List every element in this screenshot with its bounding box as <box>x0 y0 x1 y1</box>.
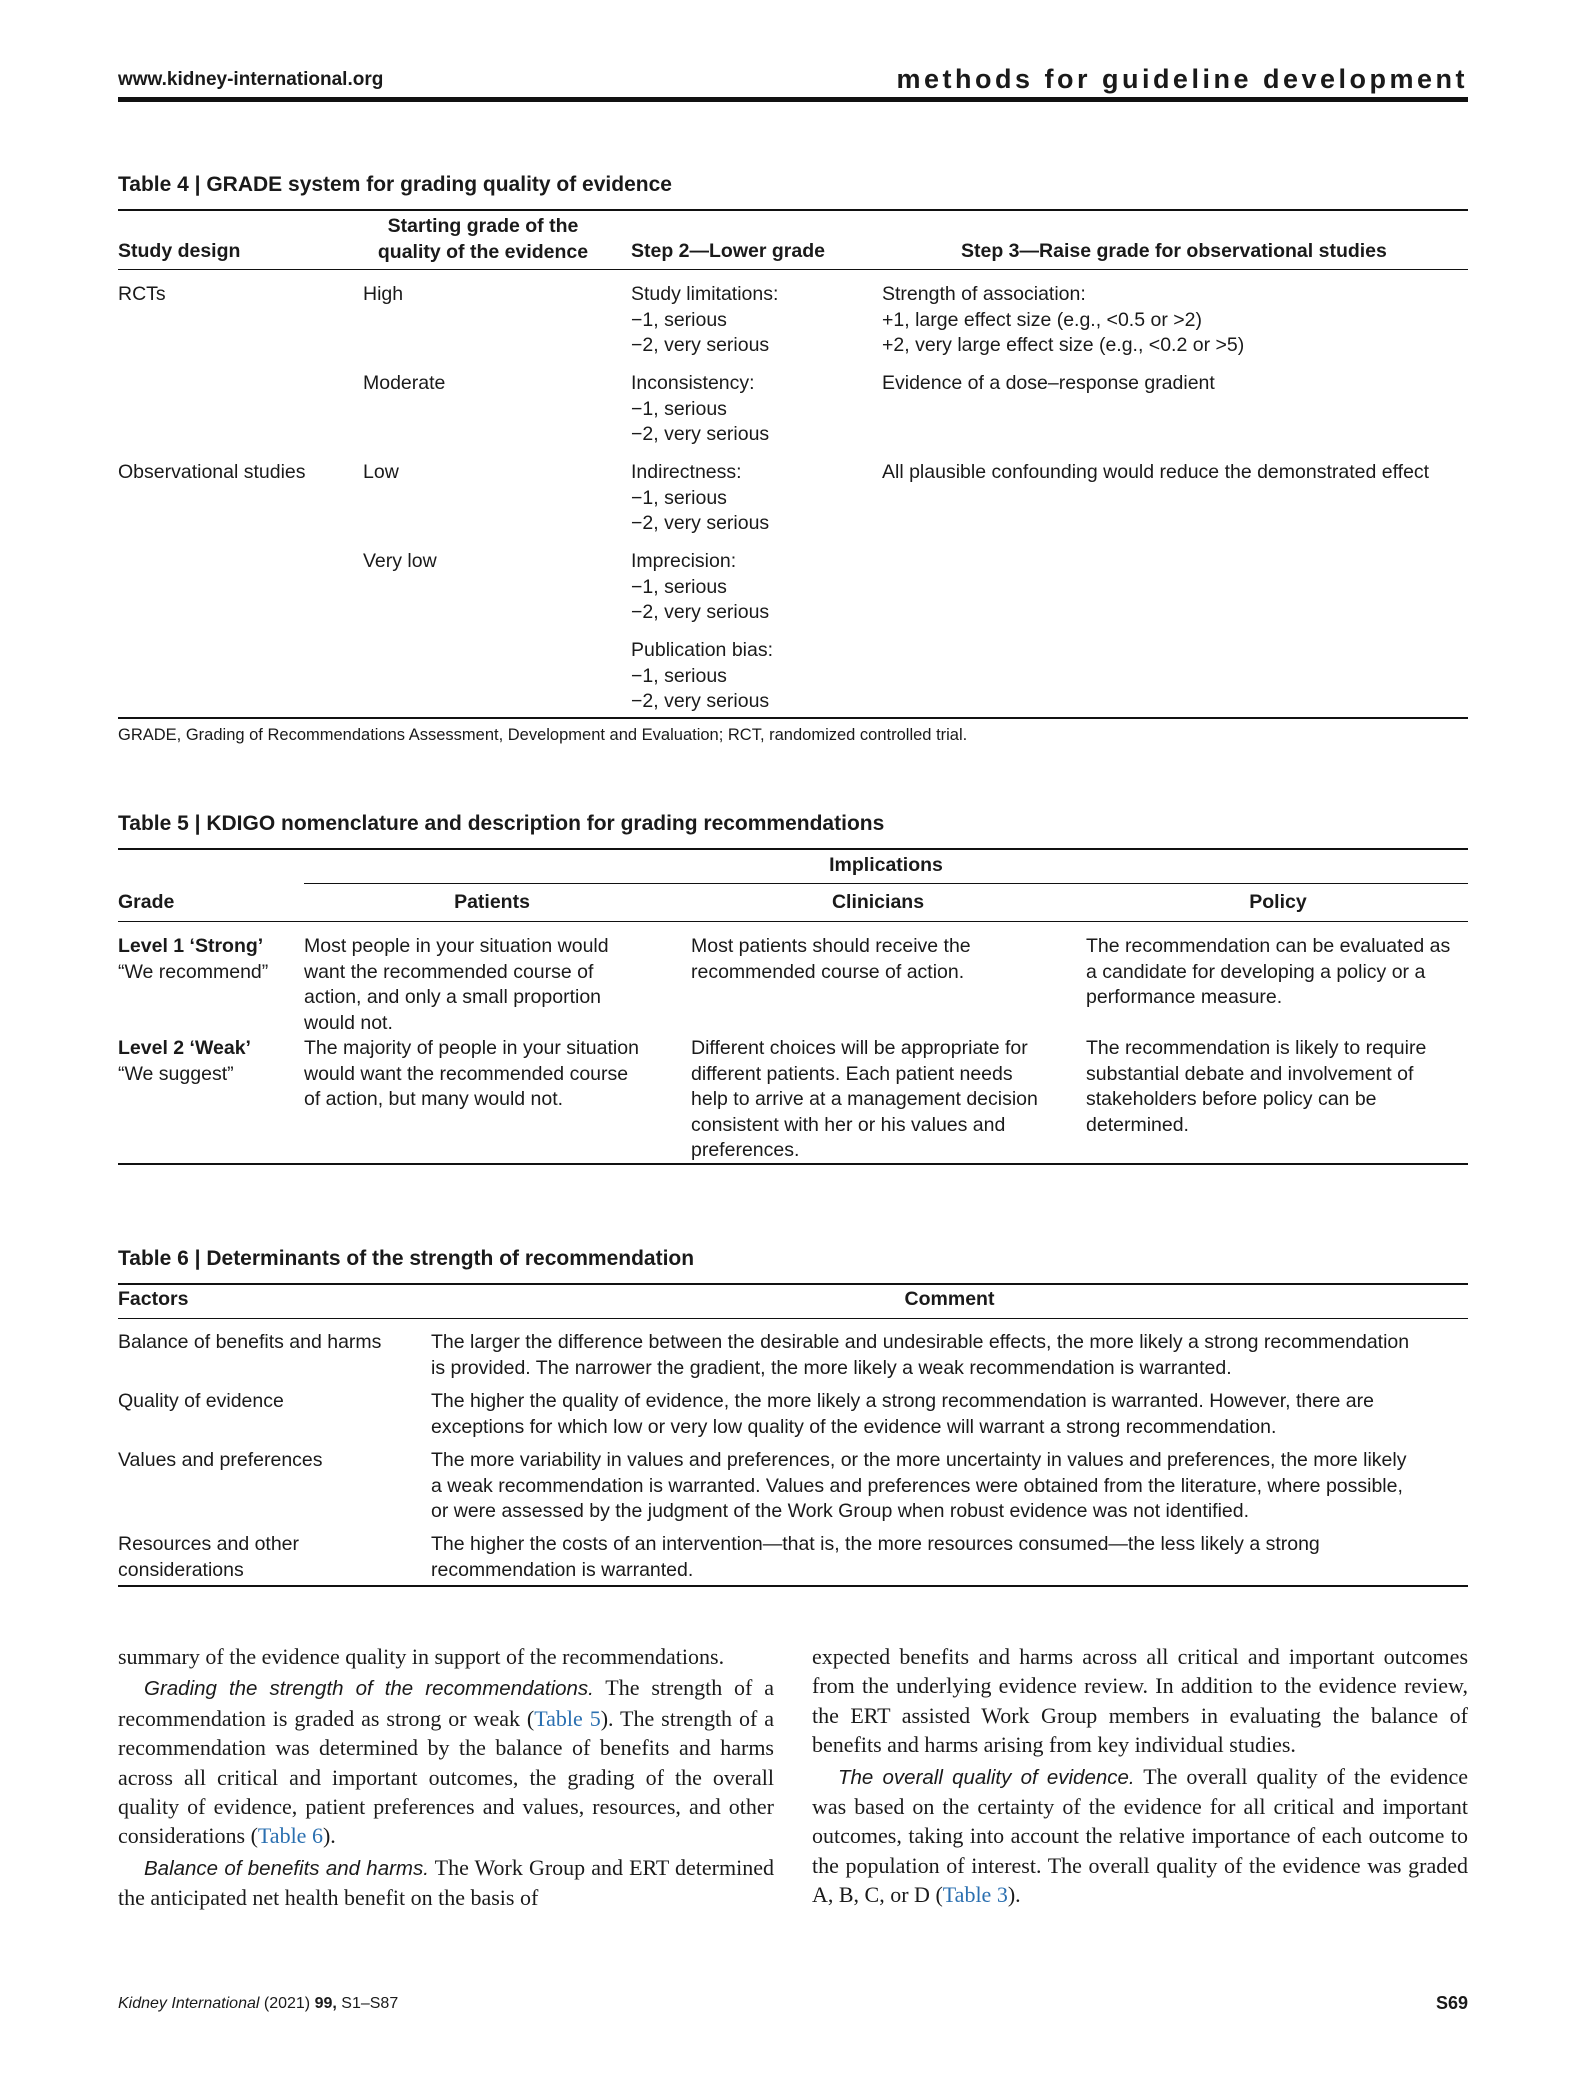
journal-name: Kidney International <box>118 1995 260 2012</box>
header-patients: Patients <box>454 891 530 913</box>
table-5 <box>118 811 1468 841</box>
section-title: methods for guideline development <box>896 64 1468 94</box>
page <box>118 0 1468 2087</box>
run-in-heading: Grading the strength of the recommendations. <box>144 1677 594 1701</box>
footer-citation: Kidney International (2021) 99, S1–S87 <box>118 1995 399 2012</box>
paragraph: summary of the evidence quality in support of the recommendations. <box>118 1644 725 1669</box>
comment-values: The more variability in values and preferences, or the more uncertainty in values and preferences, the more likely a weak recommendation is warranted. Values and preferences were obtained from the literature, where possible, or were assessed by the judgment of the Work Group when robust evidence was not identified. <box>431 1449 1407 1522</box>
grade-high: High <box>363 283 404 305</box>
header-clinicians: Clinicians <box>831 891 925 913</box>
paragraph-balance: Balance of benefits and harms. The Work Group and ERT determined the anticipated net health benefit on the basis of <box>118 1854 774 1911</box>
table-5-link[interactable]: Table 5 <box>534 1705 601 1731</box>
table-3-link[interactable]: Table 3 <box>942 1882 1008 1908</box>
level-2-patients: The majority of people in your situation would want the recommended course of action, but many would not. <box>304 1037 639 1110</box>
body-column-left <box>118 1642 774 1915</box>
header-step2: Step 2—Lower grade <box>631 240 825 262</box>
header-grade: Grade <box>118 891 175 913</box>
comment-quality: The higher the quality of evidence, the more likely a strong recommendation is warranted. However, there are exceptions for which low or very low quality of the evidence will warrant a strong recommendation. <box>431 1390 1374 1438</box>
body-column-right <box>812 1642 1468 1912</box>
study-design-observational: Observational studies <box>118 461 306 483</box>
table-5-header-rule <box>118 921 1468 922</box>
table-6-link[interactable]: Table 6 <box>257 1823 323 1849</box>
table-4-header-rule <box>118 269 1468 270</box>
factor-values: Values and preferences <box>118 1449 323 1471</box>
level-1-patients: Most people in your situation would want the recommended course of action, and only a small proportion would not. <box>304 935 609 1034</box>
header-policy: Policy <box>1249 891 1307 913</box>
page-number: S69 <box>1435 1993 1468 2013</box>
header-study-design: Study design <box>118 240 241 262</box>
header-factors: Factors <box>118 1288 189 1310</box>
paragraph-overall-quality: The overall quality of evidence. The overall quality of the evidence was based on the certainty of the evidence for all critical and important outcomes, taking into account the relative importance of each outcome to the population of interest. The overall quality of the evidence was graded A, B, C, or D (Table 3). <box>812 1763 1468 1908</box>
header-starting-grade: Starting grade of the quality of the evidence <box>377 215 589 263</box>
lower-publication-bias: Publication bias: −1, serious −2, very serious <box>631 639 774 712</box>
table-5-top-rule <box>118 848 1468 850</box>
run-in-heading: The overall quality of evidence. <box>838 1765 1135 1789</box>
factor-resources: Resources and other considerations <box>118 1533 300 1581</box>
grade-very-low: Very low <box>363 550 437 572</box>
lower-study-limitations: Study limitations: −1, serious −2, very serious <box>631 283 779 356</box>
header-step3: Step 3—Raise grade for observational studies <box>961 240 1387 262</box>
comment-resources: The higher the costs of an intervention—that is, the more resources consumed—the less likely a strong recommendation is warranted. <box>431 1533 1320 1581</box>
grade-level-2: Level 2 ‘Weak’ “We suggest” <box>118 1037 251 1085</box>
table-4-title: Table 4 | GRADE system for grading quality of evidence <box>118 173 672 196</box>
table-6 <box>118 1246 1468 1276</box>
raise-strength-of-association: Strength of association: +1, large effect size (e.g., <0.5 or >2) +2, very large effect size (e.g., <0.2 or >5) <box>882 283 1245 356</box>
study-design-rcts: RCTs <box>118 283 166 305</box>
grade-low: Low <box>363 461 399 483</box>
table-6-bottom-rule <box>118 1585 1468 1587</box>
running-header <box>118 62 1468 102</box>
level-1-clinicians: Most patients should receive the recommended course of action. <box>691 935 971 983</box>
level-2-clinicians: Different choices will be appropriate for different patients. Each patient needs help to arrive at a management decision consistent with her or his values and preferences. <box>691 1037 1038 1161</box>
paragraph-grading-strength: Grading the strength of the recommendations. The strength of a recommendation is graded as strong or weak (Table 5). The strength of a recommendation was determined by the balance of benefits and harms across all critical and important outcomes, the grading of the overall quality of evidence, patient preferences and values, resources, and other considerations (Table 6). <box>118 1675 774 1849</box>
header-implications: Implications <box>829 854 943 876</box>
level-1-policy: The recommendation can be evaluated as a candidate for developing a policy or a performance measure. <box>1086 935 1451 1008</box>
table-6-top-rule <box>118 1283 1468 1285</box>
paragraph: expected benefits and harms across all critical and important outcomes from the underlying evidence review. In addition to the evidence review, the ERT assisted Work Group members in evaluating the balance of benefits and harms arising from key individual studies. <box>812 1644 1468 1758</box>
table-4-top-rule <box>118 209 1468 211</box>
factor-quality: Quality of evidence <box>118 1390 284 1412</box>
lower-imprecision: Imprecision: −1, serious −2, very serious <box>631 550 770 623</box>
comment-balance: The larger the difference between the desirable and undesirable effects, the more likely a strong recommendation is provided. The narrower the gradient, the more likely a weak recommendation is warranted. <box>431 1331 1410 1379</box>
factor-balance: Balance of benefits and harms <box>118 1331 382 1353</box>
grade-level-1: Level 1 ‘Strong’ “We recommend” <box>118 935 269 983</box>
grade-moderate: Moderate <box>363 372 446 394</box>
table-6-header-rule <box>118 1318 1468 1319</box>
table-4 <box>118 172 1468 202</box>
table-4-footnote: GRADE, Grading of Recommendations Assessment, Development and Evaluation; RCT, randomized controlled trial. <box>118 726 968 744</box>
journal-url[interactable]: www.kidney-international.org <box>118 69 384 90</box>
lower-indirectness: Indirectness: −1, serious −2, very serious <box>631 461 770 534</box>
level-2-policy: The recommendation is likely to require substantial debate and involvement of stakeholders before policy can be determined. <box>1086 1037 1427 1136</box>
header-comment: Comment <box>904 1288 995 1310</box>
implications-rule <box>304 883 1468 884</box>
lower-inconsistency: Inconsistency: −1, serious −2, very serious <box>631 372 770 445</box>
table-5-bottom-rule <box>118 1163 1468 1165</box>
raise-dose-response: Evidence of a dose–response gradient <box>882 372 1215 394</box>
table-5-title: Table 5 | KDIGO nomenclature and description for grading recommendations <box>118 812 885 835</box>
raise-confounding: All plausible confounding would reduce the demonstrated effect <box>882 461 1430 483</box>
run-in-heading: Balance of benefits and harms. <box>144 1856 429 1880</box>
table-6-title: Table 6 | Determinants of the strength of recommendation <box>118 1247 695 1270</box>
table-4-bottom-rule <box>118 717 1468 719</box>
